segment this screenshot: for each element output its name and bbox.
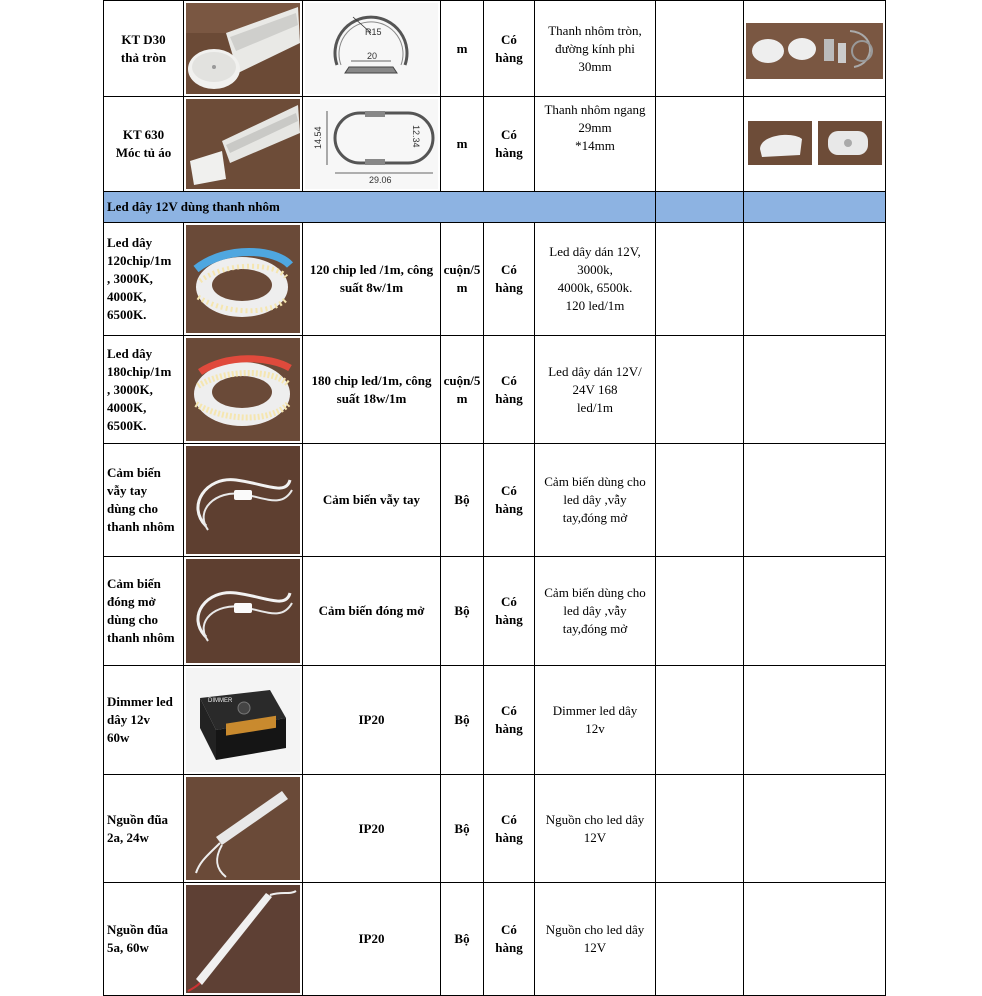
description-cell: Cảm biến dùng cho led dây ,vẫy tay,đóng mở bbox=[535, 557, 656, 666]
spec-cell: 180 chip led/1m, công suất 18w/1m bbox=[303, 336, 441, 444]
unit-cell: m bbox=[441, 97, 484, 192]
spec-cell: IP20 bbox=[303, 883, 441, 996]
product-name: Nguồn đũa 2a, 24w bbox=[104, 775, 184, 883]
radius-label: R15 bbox=[365, 27, 382, 37]
stock-cell: Có hàng bbox=[484, 775, 535, 883]
stock-cell: Có hàng bbox=[484, 1, 535, 97]
table-row bbox=[104, 666, 890, 775]
stock-cell: Có hàng bbox=[484, 223, 535, 336]
stock-cell: Có hàng bbox=[484, 666, 535, 775]
stock-cell: Có hàng bbox=[484, 336, 535, 444]
unit-cell: Bộ bbox=[441, 444, 484, 557]
spec-cell: Cảm biến vẫy tay bbox=[303, 444, 441, 557]
unit-cell: Bộ bbox=[441, 666, 484, 775]
accessory-photo bbox=[744, 97, 886, 192]
unit-cell: cuộn/5 m bbox=[441, 223, 484, 336]
empty-cell bbox=[744, 223, 886, 336]
product-name: Cảm biến đóng mở dùng cho thanh nhôm bbox=[104, 557, 184, 666]
height-left-label: 14.54 bbox=[313, 126, 323, 149]
profile-drawing bbox=[303, 97, 441, 192]
empty-cell bbox=[656, 1, 744, 97]
table-row bbox=[104, 1, 890, 97]
stock-cell: Có hàng bbox=[484, 883, 535, 996]
unit-cell: Bộ bbox=[441, 557, 484, 666]
product-name: Nguồn đũa 5a, 60w bbox=[104, 883, 184, 996]
product-photo bbox=[184, 883, 303, 996]
description-cell: Led dây dán 12V/ 24V 168 led/1m bbox=[535, 336, 656, 444]
description-cell: Thanh nhôm ngang 29mm *14mm bbox=[535, 97, 656, 192]
product-name: Led dây 120chip/1m , 3000K, 4000K, 6500K. bbox=[104, 223, 184, 336]
stock-cell: Có hàng bbox=[484, 557, 535, 666]
description-cell: Dimmer led dây 12v bbox=[535, 666, 656, 775]
product-photo bbox=[184, 97, 303, 192]
product-photo bbox=[184, 223, 303, 336]
empty-cell bbox=[656, 775, 744, 883]
product-photo bbox=[184, 1, 303, 97]
empty-cell bbox=[744, 444, 886, 557]
product-name: KT D30 thả tròn bbox=[104, 1, 184, 97]
table-row bbox=[104, 336, 890, 444]
stock-cell: Có hàng bbox=[484, 97, 535, 192]
table-row bbox=[104, 775, 890, 883]
table-row bbox=[104, 557, 890, 666]
empty-cell bbox=[744, 557, 886, 666]
product-photo bbox=[184, 775, 303, 883]
dimmer-label: DIMMER bbox=[208, 698, 233, 704]
unit-cell: cuộn/5 m bbox=[441, 336, 484, 444]
product-photo bbox=[184, 666, 303, 775]
empty-cell bbox=[656, 666, 744, 775]
section-empty-cell bbox=[744, 192, 886, 223]
empty-cell bbox=[656, 444, 744, 557]
stock-cell: Có hàng bbox=[484, 444, 535, 557]
empty-cell bbox=[656, 557, 744, 666]
accessory-photo bbox=[744, 1, 886, 97]
product-photo bbox=[184, 336, 303, 444]
table-row bbox=[104, 97, 890, 192]
table-row bbox=[104, 223, 890, 336]
product-name: Cảm biến vẫy tay dùng cho thanh nhôm bbox=[104, 444, 184, 557]
product-name: Dimmer led dây 12v 60w bbox=[104, 666, 184, 775]
unit-cell: Bộ bbox=[441, 883, 484, 996]
table-row bbox=[104, 883, 890, 996]
product-table bbox=[103, 0, 890, 996]
product-photo bbox=[184, 444, 303, 557]
product-name: KT 630 Móc tủ áo bbox=[104, 97, 184, 192]
width-label: 20 bbox=[367, 51, 378, 61]
spec-cell: Cảm biến đóng mở bbox=[303, 557, 441, 666]
section-title: Led dây 12V dùng thanh nhôm bbox=[104, 192, 656, 223]
spec-cell: IP20 bbox=[303, 666, 441, 775]
description-cell: Thanh nhôm tròn, đường kính phi 30mm bbox=[535, 1, 656, 97]
empty-cell bbox=[656, 97, 744, 192]
unit-cell: m bbox=[441, 1, 484, 97]
height-right-label: 12.34 bbox=[411, 125, 421, 148]
table-row bbox=[104, 444, 890, 557]
unit-cell: Bộ bbox=[441, 775, 484, 883]
description-cell: Led dây dán 12V, 3000k, 4000k, 6500k. 120 led/1m bbox=[535, 223, 656, 336]
empty-cell bbox=[656, 223, 744, 336]
empty-cell bbox=[744, 666, 886, 775]
product-name: Led dây 180chip/1m , 3000K, 4000K, 6500K. bbox=[104, 336, 184, 444]
description-cell: Nguồn cho led dây 12V bbox=[535, 883, 656, 996]
spec-cell: IP20 bbox=[303, 775, 441, 883]
product-photo bbox=[184, 557, 303, 666]
profile-drawing bbox=[303, 1, 441, 97]
section-header-row bbox=[104, 192, 890, 223]
empty-cell bbox=[744, 883, 886, 996]
empty-cell bbox=[744, 775, 886, 883]
empty-cell bbox=[744, 336, 886, 444]
width-label: 29.06 bbox=[369, 175, 392, 185]
section-empty-cell bbox=[656, 192, 744, 223]
description-cell: Cảm biến dùng cho led dây ,vẫy tay,đóng mở bbox=[535, 444, 656, 557]
empty-cell bbox=[656, 336, 744, 444]
spec-cell: 120 chip led /1m, công suất 8w/1m bbox=[303, 223, 441, 336]
empty-cell bbox=[656, 883, 744, 996]
description-cell: Nguồn cho led dây 12V bbox=[535, 775, 656, 883]
